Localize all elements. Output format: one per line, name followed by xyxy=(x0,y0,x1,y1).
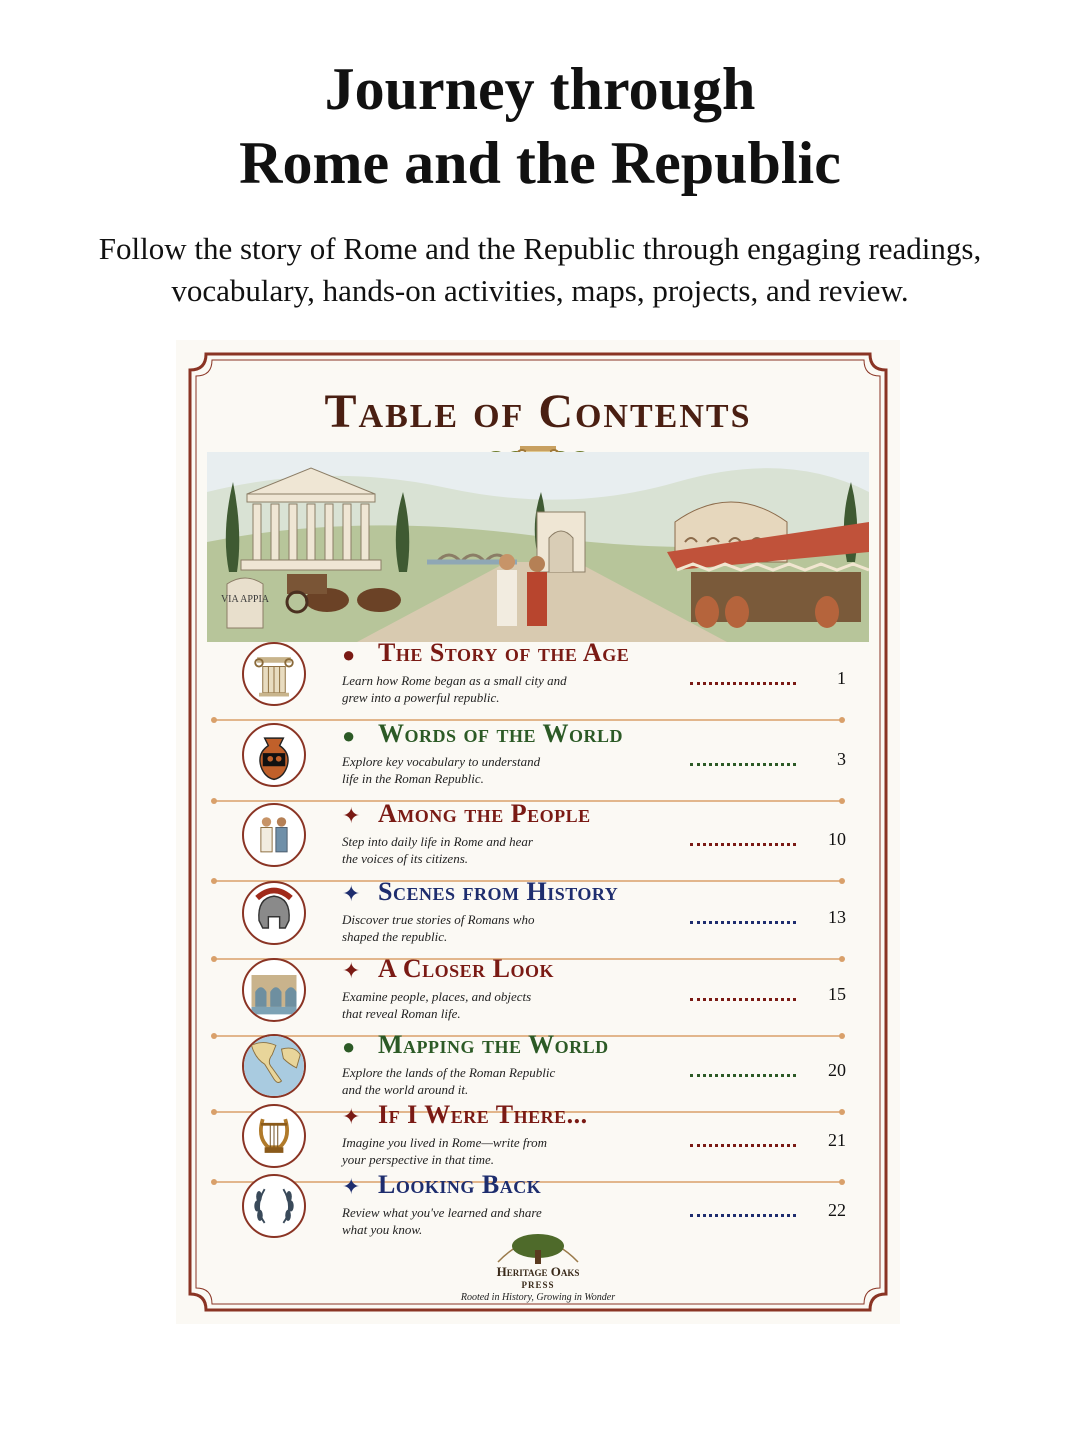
entry-title[interactable]: A Closer Look xyxy=(378,954,554,983)
toc-entry[interactable] xyxy=(238,1098,848,1176)
entry-page-number: 15 xyxy=(828,984,846,1004)
dot-leader xyxy=(690,1138,796,1147)
column-icon xyxy=(242,642,306,706)
toc-entry[interactable] xyxy=(238,1028,848,1106)
entry-description-line: life in the Roman Republic. xyxy=(342,771,484,786)
toc-heading: Table of Contents xyxy=(324,385,752,438)
entry-description-line: Discover true stories of Romans who xyxy=(342,912,535,927)
entry-description-line: the voices of its citizens. xyxy=(342,851,469,866)
toc-entry[interactable] xyxy=(238,717,848,795)
entry-bullet: ✦ xyxy=(342,881,361,906)
entry-page-number: 13 xyxy=(828,907,846,927)
title-line-1: Journey through xyxy=(324,56,756,122)
entry-description-line: Learn how Rome began as a small city and xyxy=(342,673,567,688)
oak-tree-logo xyxy=(488,1230,588,1266)
aqueduct-icon xyxy=(242,958,306,1022)
entry-page-number: 20 xyxy=(828,1060,846,1080)
entry-title[interactable]: If I Were There... xyxy=(378,1100,588,1129)
publisher-sub: PRESS xyxy=(521,1280,555,1290)
entry-page-number: 1 xyxy=(837,668,846,688)
map-icon xyxy=(242,1034,306,1098)
entry-description xyxy=(342,911,652,945)
publisher-tagline: Rooted in History, Growing in Wonder xyxy=(460,1292,616,1303)
entry-bullet: ✦ xyxy=(342,1174,361,1199)
toc-entry[interactable] xyxy=(238,952,848,1030)
citizens-icon xyxy=(242,803,306,867)
entry-page-number: 21 xyxy=(828,1130,846,1150)
entry-description xyxy=(342,833,652,867)
entry-description-line: Step into daily life in Rome and hear xyxy=(342,834,533,849)
entry-title[interactable]: The Story of the Age xyxy=(378,638,630,667)
subtitle-line-2: vocabulary, hands-on activities, maps, projects, and review. xyxy=(171,273,909,308)
dot-leader xyxy=(690,915,796,924)
entry-title[interactable]: Scenes from History xyxy=(378,877,619,906)
lyre-icon xyxy=(242,1104,306,1168)
entry-title[interactable]: Words of the World xyxy=(378,719,624,748)
entry-bullet: ● xyxy=(342,1034,356,1059)
entry-description xyxy=(342,988,652,1022)
laurel-icon xyxy=(242,1174,306,1238)
entry-bullet: ✦ xyxy=(342,1104,361,1129)
entry-description-line: Explore key vocabulary to understand xyxy=(342,754,541,769)
entry-bullet: ● xyxy=(342,642,356,667)
entry-description xyxy=(342,1134,652,1168)
entry-description-line: Imagine you lived in Rome—write from xyxy=(342,1135,547,1150)
entry-description xyxy=(342,672,652,706)
toc-poster xyxy=(176,340,900,1324)
entry-description-line: and the world around it. xyxy=(342,1082,469,1097)
publisher-name: Heritage Oaks xyxy=(496,1264,580,1279)
toc-entry[interactable] xyxy=(238,636,848,714)
dot-leader xyxy=(690,676,796,685)
page-title xyxy=(0,52,1080,200)
entry-description-line: shaped the republic. xyxy=(342,929,448,944)
dot-leader xyxy=(690,837,796,846)
entry-bullet: ✦ xyxy=(342,958,361,983)
subtitle-line-1: Follow the story of Rome and the Republic through engaging readings, xyxy=(98,231,982,266)
entry-description-line: Examine people, places, and objects xyxy=(342,989,532,1004)
dot-leader xyxy=(690,757,796,766)
dot-leader xyxy=(690,1068,796,1077)
entry-bullet: ✦ xyxy=(342,803,361,828)
entry-page-number: 22 xyxy=(828,1200,846,1220)
milestone-text: VIA APPIA xyxy=(220,594,270,605)
title-line-2: Rome and the Republic xyxy=(239,130,841,196)
entry-description-line: what you know. xyxy=(342,1222,423,1237)
entry-page-number: 3 xyxy=(837,749,846,769)
helmet-icon xyxy=(242,881,306,945)
entry-title[interactable]: Looking Back xyxy=(378,1170,542,1199)
entry-description-line: Explore the lands of the Roman Republic xyxy=(342,1065,556,1080)
dot-leader xyxy=(690,992,796,1001)
entry-title[interactable]: Among the People xyxy=(378,799,591,828)
dot-leader xyxy=(690,1208,796,1217)
entry-description-line: Review what you've learned and share xyxy=(342,1205,542,1220)
entry-description xyxy=(342,1064,652,1098)
roman-scene-illustration xyxy=(207,452,869,642)
entry-description-line: grew into a powerful republic. xyxy=(342,690,500,705)
toc-entry[interactable] xyxy=(238,797,848,875)
entry-bullet: ● xyxy=(342,723,356,748)
toc-entry[interactable] xyxy=(238,875,848,953)
entry-page-number: 10 xyxy=(828,829,846,849)
entry-description xyxy=(342,753,652,787)
entry-description-line: your perspective in that time. xyxy=(342,1152,494,1167)
entry-title[interactable]: Mapping the World xyxy=(378,1030,609,1059)
entry-description-line: that reveal Roman life. xyxy=(342,1006,461,1021)
amphora-icon xyxy=(242,723,306,787)
page-subtitle xyxy=(20,228,1060,312)
